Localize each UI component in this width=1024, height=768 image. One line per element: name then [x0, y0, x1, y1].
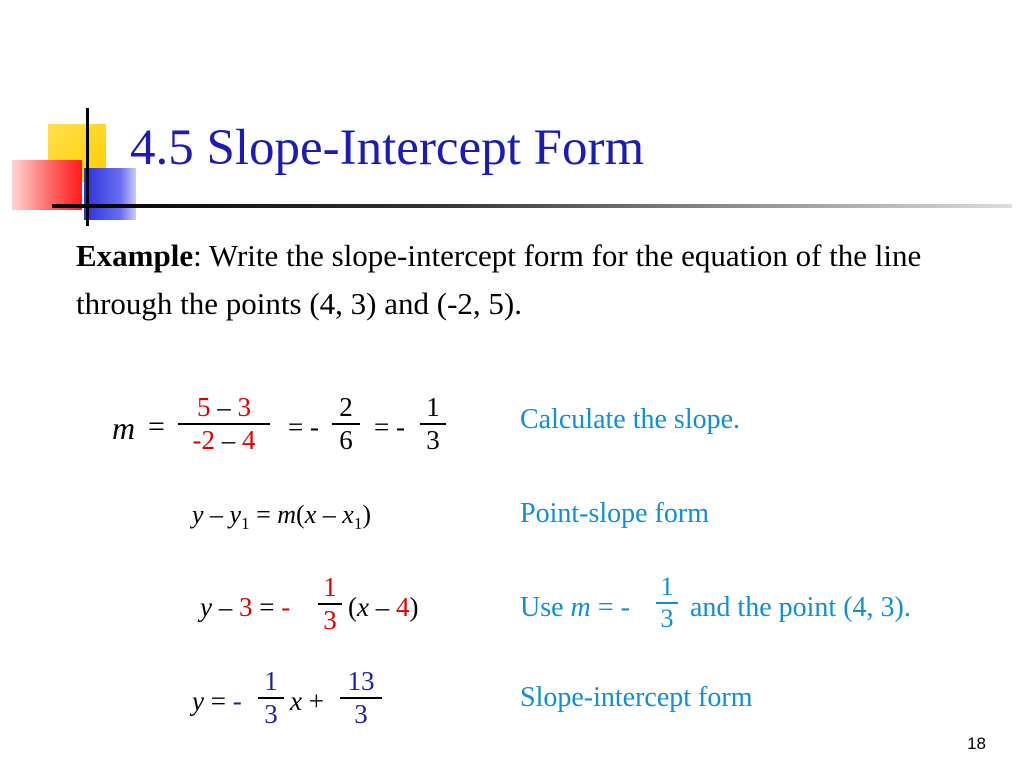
- row4-fraction-2: [340, 666, 382, 730]
- fraction-denominator: -2 – 4: [192, 424, 256, 455]
- row4-middle: x +: [290, 686, 324, 716]
- row1-equals-neg-2: = -: [374, 412, 405, 442]
- row2-equation: $y - y_1 = m(x - x_1)$: [192, 500, 371, 534]
- example-text: : Write the slope-intercept form for the equation of the line through the points (4, 3) and (-2, 5).: [76, 238, 922, 321]
- fraction-denominator: 3: [354, 698, 368, 729]
- decor-vertical-line: [86, 108, 89, 226]
- row1-equals-neg-1: = -: [288, 412, 319, 442]
- page-number: 18: [967, 734, 986, 753]
- example-label: Example: [76, 238, 194, 273]
- row2-note: Point-slope form: [520, 498, 709, 529]
- fraction-denominator: 3: [426, 424, 440, 455]
- fraction-numerator: 1: [426, 392, 440, 422]
- row3-note-left: Use m = -: [520, 592, 630, 623]
- decor-blue-square: [84, 168, 136, 220]
- row1-equals: =: [148, 410, 165, 443]
- row3-note-right: and the point (4, 3).: [690, 592, 911, 623]
- fraction-numerator: 5 – 3: [197, 392, 251, 422]
- title-underline: [52, 204, 1012, 208]
- fraction-numerator: 13: [347, 666, 375, 696]
- row1-m: m: [112, 410, 136, 446]
- row4-fraction-1: [258, 666, 284, 730]
- example-paragraph: [76, 232, 996, 328]
- row4-left: y = -: [192, 686, 242, 716]
- row3-left: y – 3 = -: [200, 592, 291, 622]
- fraction-numerator: 1: [660, 572, 674, 601]
- fraction-denominator: 3: [323, 604, 337, 635]
- row1-fraction-1-3: [420, 392, 446, 456]
- decor-red-square: [12, 160, 82, 210]
- row3-note-fraction: [656, 572, 678, 634]
- fraction-denominator: 3: [660, 603, 674, 633]
- row1-note: Calculate the slope.: [520, 404, 741, 435]
- row3-fraction: [318, 572, 342, 636]
- fraction-numerator: 2: [339, 392, 353, 422]
- fraction-denominator: 6: [339, 424, 353, 455]
- fraction-numerator: 1: [323, 572, 337, 602]
- row1-fraction-2-6: [332, 392, 360, 456]
- fraction-denominator: 3: [264, 698, 278, 729]
- row3-right: (x – 4): [348, 592, 419, 622]
- row4-note: Slope-intercept form: [520, 682, 753, 713]
- slide-title: 4.5 Slope-Intercept Form: [130, 120, 645, 176]
- row1-fraction-slope: [178, 392, 270, 456]
- fraction-numerator: 1: [264, 666, 278, 696]
